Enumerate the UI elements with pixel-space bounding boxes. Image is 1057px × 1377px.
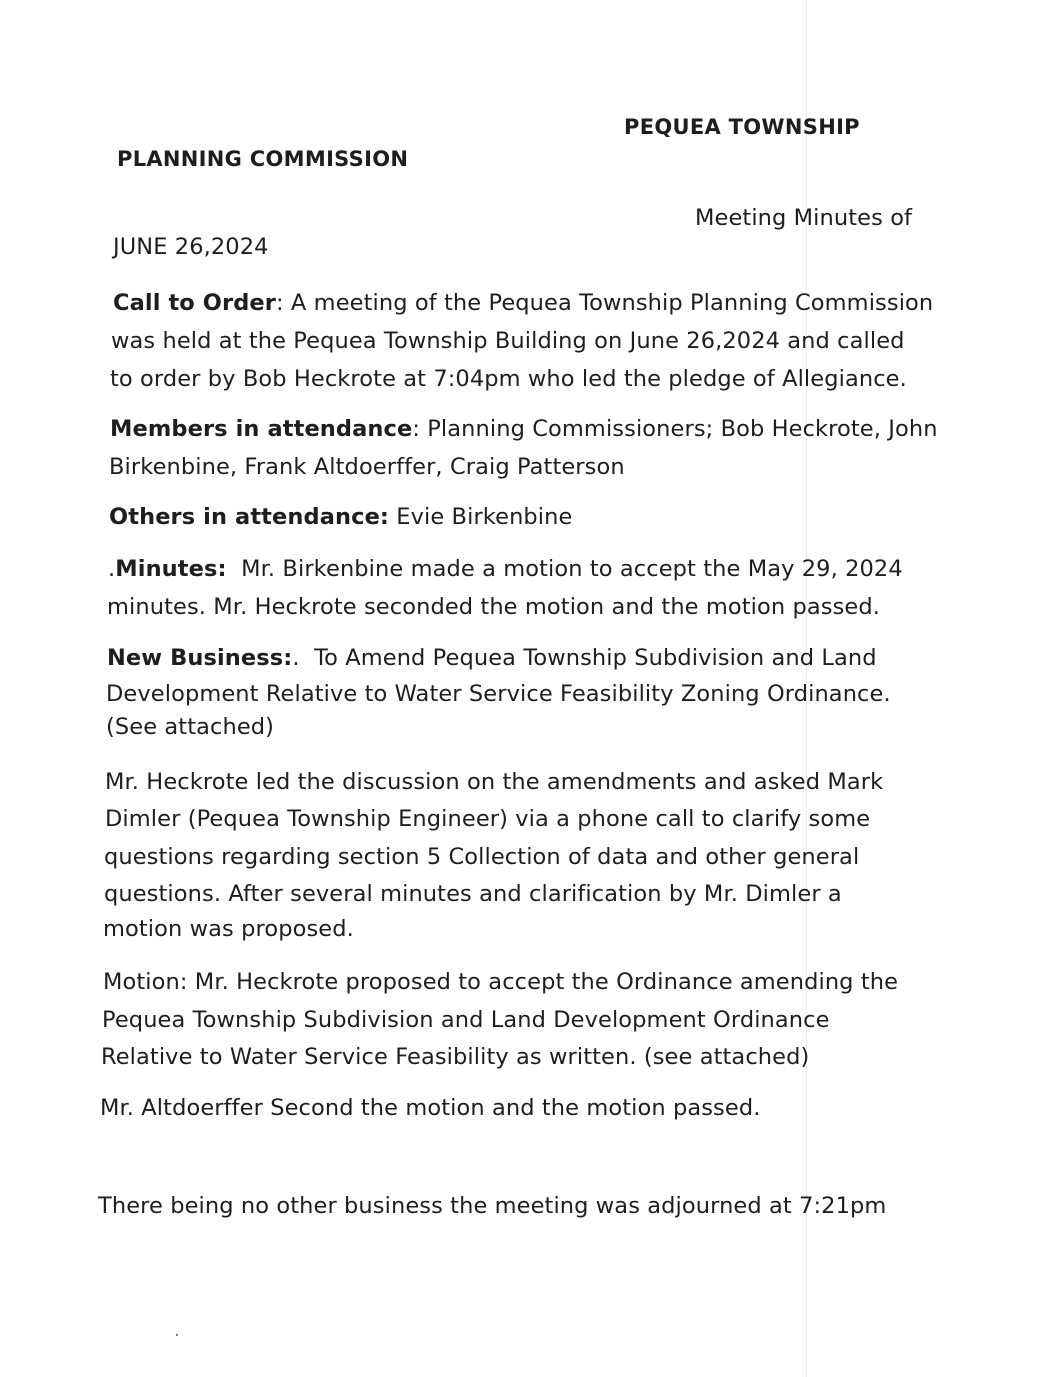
discussion-line-4: questions. After several minutes and clarification by Mr. Dimler a — [104, 881, 842, 907]
members-text: : Planning Commissioners; Bob Heckrote, John — [412, 416, 938, 442]
township-title: PEQUEA TOWNSHIP — [624, 115, 860, 139]
meeting-minutes-label: Meeting Minutes of — [695, 205, 913, 231]
others-paragraph — [109, 498, 572, 536]
minutes-line-2: minutes. Mr. Heckrote seconded the motion and the motion passed. — [107, 594, 881, 620]
motion-line-2: Pequea Township Subdivision and Land Development Ordinance — [102, 1007, 830, 1033]
new-business-line-2: Development Relative to Water Service Feasibility Zoning Ordinance. — [106, 681, 891, 707]
scan-speck — [176, 1334, 178, 1336]
others-label: Others in attendance: — [109, 504, 390, 530]
minutes-prefix: . — [108, 556, 116, 582]
members-label: Members in attendance — [110, 416, 413, 442]
new-business-paragraph — [107, 639, 877, 677]
second-motion-line: Mr. Altdoerffer Second the motion and the motion passed. — [100, 1095, 761, 1121]
minutes-text: Mr. Birkenbine made a motion to accept the May 29, 2024 — [226, 556, 903, 582]
members-line-2: Birkenbine, Frank Altdoerffer, Craig Patterson — [109, 454, 625, 480]
minutes-paragraph — [108, 550, 903, 588]
new-business-label: New Business: — [107, 645, 293, 671]
discussion-line-5: motion was proposed. — [103, 916, 354, 942]
adjournment-line: There being no other business the meeting was adjourned at 7:21pm — [98, 1193, 887, 1219]
new-business-text: . To Amend Pequea Township Subdivision and Land — [292, 645, 877, 671]
members-paragraph — [110, 410, 938, 448]
motion-line-1: Motion: Mr. Heckrote proposed to accept the Ordinance amending the — [103, 969, 899, 995]
call-to-order-text: : A meeting of the Pequea Township Planning Commission — [276, 290, 934, 316]
call-to-order-paragraph — [113, 284, 933, 322]
commission-title: PLANNING COMMISSION — [117, 147, 409, 171]
discussion-line-3: questions regarding section 5 Collection of data and other general — [104, 844, 860, 870]
new-business-line-3: (See attached) — [106, 714, 275, 740]
motion-line-3: Relative to Water Service Feasibility as written. (see attached) — [101, 1044, 810, 1070]
minutes-label: Minutes: — [115, 556, 227, 582]
call-to-order-label: Call to Order — [113, 290, 276, 316]
others-value: Evie Birkenbine — [389, 504, 573, 530]
call-to-order-line-2: was held at the Pequea Township Building on June 26,2024 and called — [111, 328, 905, 354]
meeting-date: JUNE 26,2024 — [113, 234, 269, 260]
discussion-line-1: Mr. Heckrote led the discussion on the amendments and asked Mark — [105, 769, 884, 795]
call-to-order-line-3: to order by Bob Heckrote at 7:04pm who led the pledge of Allegiance. — [110, 366, 907, 392]
discussion-line-2: Dimler (Pequea Township Engineer) via a phone call to clarify some — [105, 806, 871, 832]
